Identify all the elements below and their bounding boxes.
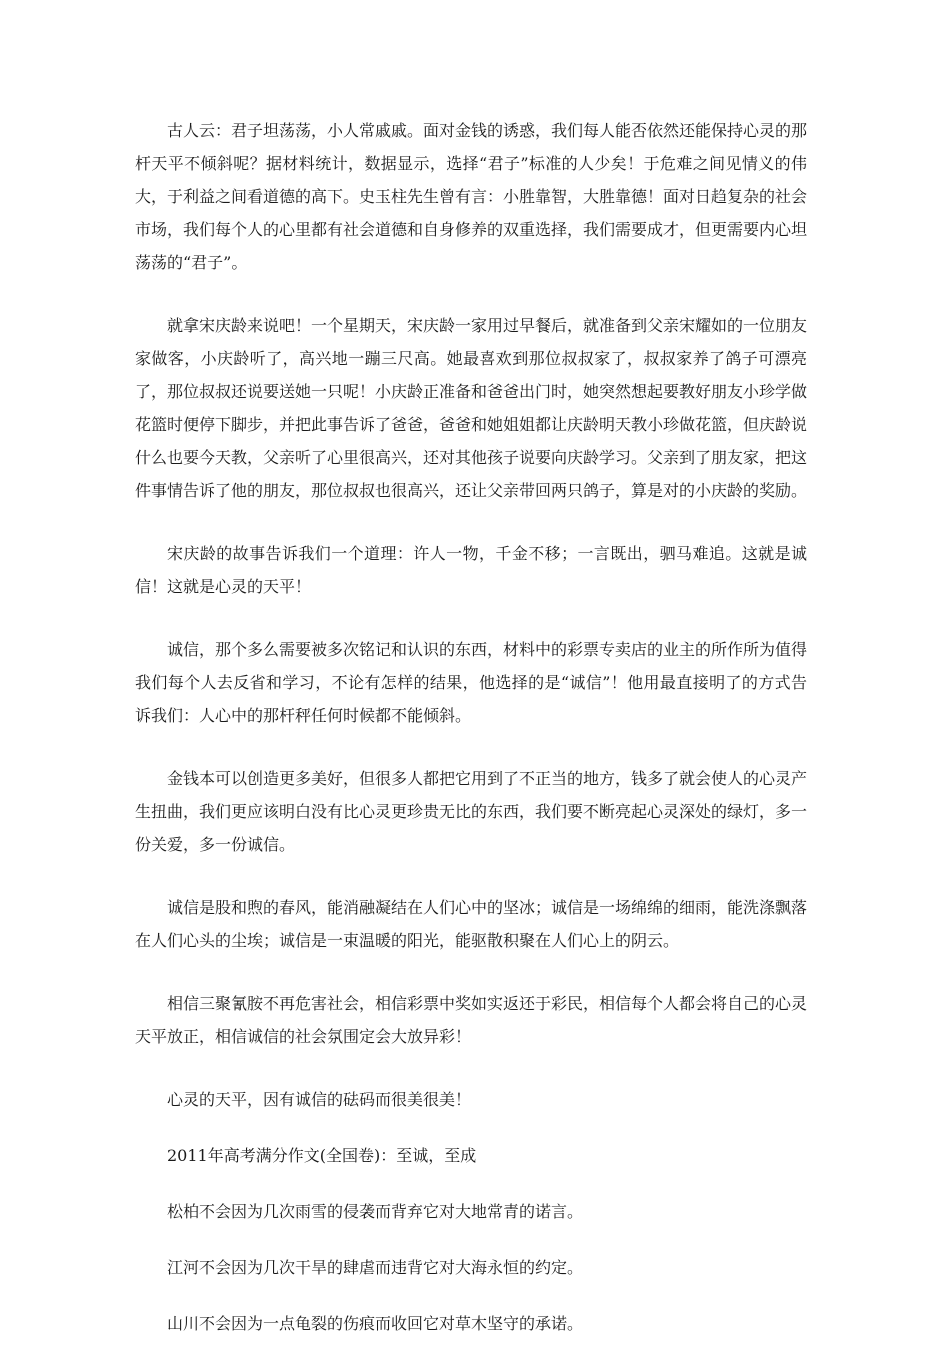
paragraph: 宋庆龄的故事告诉我们一个道理：许人一物，千金不移；一言既出，驷马难追。这就是诚信！这就是心灵的天平！ [135, 544, 807, 596]
essay-title: 2011年高考满分作文(全国卷)：至诚，至成 [167, 1146, 477, 1165]
paragraph: 相信三聚氰胺不再危害社会，相信彩票中奖如实返还于彩民，相信每个人都会将自己的心灵天平放正，相信诚信的社会氛围定会大放异彩！ [135, 994, 808, 1046]
paragraph: 江河不会因为几次干旱的肆虐而违背它对大海永恒的约定。 [167, 1258, 584, 1277]
paragraph: 古人云：君子坦荡荡，小人常戚戚。面对金钱的诱惑，我们每人能否依然还能保持心灵的那杆天平不倾斜呢？据材料统计，数据显示，选择“君子”标准的人少矣！于危难之间见情义的伟大，于利益之间看道德的高下。史玉柱先生曾有言：小胜靠智，大胜靠德！面对日趋复杂的社会市场，我们每个人的心里都有社会道德和自身修养的双重选择，我们需要成才，但更需要内心坦荡荡的“君子”。 [135, 121, 808, 272]
paragraph: 诚信，那个多么需要被多次铭记和认识的东西，材料中的彩票专卖店的业主的所作所为值得我们每个人去反省和学习，不论有怎样的结果，他选择的是“诚信”！他用最直接明了的方式告诉我们：人心中的那杆秤任何时候都不能倾斜。 [135, 640, 808, 725]
paragraph: 就拿宋庆龄来说吧！一个星期天，宋庆龄一家用过早餐后，就准备到父亲宋耀如的一位朋友家做客，小庆龄听了，高兴地一蹦三尺高。她最喜欢到那位叔叔家了，叔叔家养了鸽子可漂亮了，那位叔叔还说要送她一只呢！小庆龄正准备和爸爸出门时，她突然想起要教好朋友小珍学做花篮时便停下脚步，并把此事告诉了爸爸，爸爸和她姐姐都让庆龄明天教小珍做花篮，但庆龄说什么也要今天教，父亲听了心里很高兴，还对其他孩子说要向庆龄学习。父亲到了朋友家，把这件事情告诉了他的朋友，那位叔叔也很高兴，还让父亲带回两只鸽子，算是对的小庆龄的奖励。 [135, 316, 808, 500]
paragraph: 诚信是股和煦的春风，能消融凝结在人们心中的坚冰；诚信是一场绵绵的细雨，能洗涤飘落在人们心头的尘埃；诚信是一束温暖的阳光，能驱散积聚在人们心上的阴云。 [135, 898, 808, 950]
paragraph: 松柏不会因为几次雨雪的侵袭而背弃它对大地常青的诺言。 [167, 1202, 584, 1221]
paragraph: 金钱本可以创造更多美好，但很多人都把它用到了不正当的地方，钱多了就会使人的心灵产生扭曲，我们更应该明白没有比心灵更珍贵无比的东西，我们要不断亮起心灵深处的绿灯，多一份关爱，多一份诚信。 [135, 769, 808, 854]
paragraph: 山川不会因为一点龟裂的伤痕而收回它对草木坚守的承诺。 [167, 1314, 584, 1333]
paragraph: 心灵的天平，因有诚信的砝码而很美很美！ [167, 1090, 472, 1109]
essay-body [135, 114, 807, 1363]
